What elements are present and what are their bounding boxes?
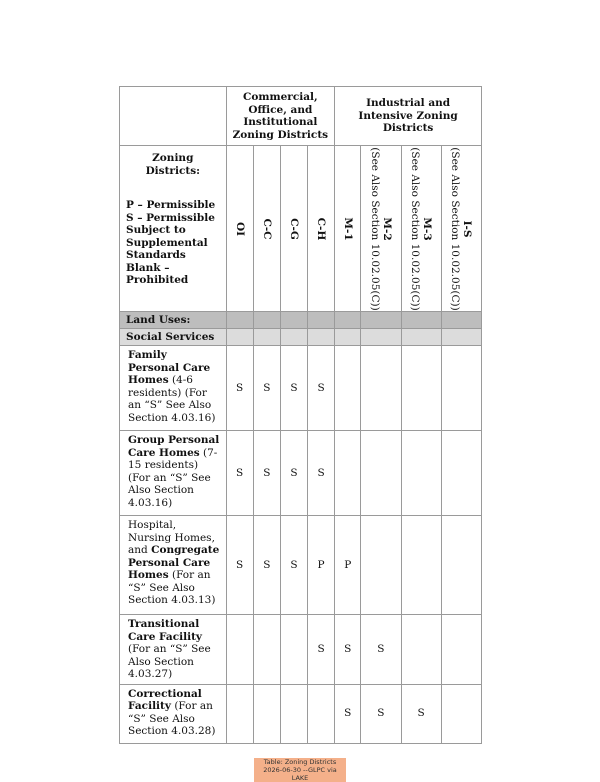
value-cell: S [335, 615, 361, 685]
legend-cell [120, 146, 227, 312]
district-code: M-2 [380, 216, 393, 241]
legend-line-blank: Blank – Prohibited [126, 261, 189, 286]
table-row [120, 516, 482, 615]
value-cell [335, 431, 361, 516]
use-label-title: Transitional Care Facility [128, 618, 203, 643]
value-cell [361, 346, 401, 431]
district-code: M-3 [421, 216, 434, 241]
district-header-row [120, 146, 482, 312]
use-label [120, 684, 227, 743]
value-cell: S [253, 346, 280, 431]
district-header-m2 [361, 146, 401, 312]
use-rows [120, 346, 482, 744]
value-cell: S [401, 684, 441, 743]
blank-header-cell [120, 87, 227, 146]
district-header-ch [308, 146, 335, 312]
use-label-title: Correctional Facility [128, 687, 202, 712]
use-label-title: Congregate Personal Care Homes [128, 544, 220, 581]
use-label-detail: (For an “S” See Also Section 4.03.27) [128, 643, 211, 680]
district-code: C-H [315, 217, 328, 240]
district-header-cg [280, 146, 307, 312]
land-uses-row [120, 312, 482, 329]
value-cell [441, 615, 481, 685]
land-uses-label: Land Uses: [120, 312, 227, 329]
district-code: I-S [461, 220, 474, 237]
value-cell: S [253, 431, 280, 516]
value-cell [401, 615, 441, 685]
footer-line-2: 2026-06-30 --GLPC via LAKE [263, 766, 337, 782]
value-cell [441, 346, 481, 431]
use-label-title: Group Personal Care Homes [128, 434, 220, 459]
district-code: M-1 [341, 216, 354, 241]
value-cell [226, 684, 253, 743]
footer-line-1: Table: Zoning Districts [263, 758, 337, 766]
table-row [120, 346, 482, 431]
value-cell [401, 431, 441, 516]
district-code: C-G [287, 217, 300, 240]
value-cell: S [361, 615, 401, 685]
industrial-group-header: Industrial and Intensive Zoning Districts [335, 87, 482, 146]
value-cell [361, 431, 401, 516]
legend-title: Zoning Districts: [145, 152, 200, 177]
value-cell: S [308, 346, 335, 431]
district-note: (See Also Section 10.02.05(C)) [449, 146, 462, 311]
district-note: (See Also Section 10.02.05(C)) [409, 146, 422, 311]
value-cell [335, 346, 361, 431]
value-cell: S [253, 516, 280, 615]
use-label-detail: (For an “S” See Also Section 4.03.28) [128, 700, 216, 737]
district-header-m3 [401, 146, 441, 312]
table-row [120, 684, 482, 743]
value-cell [308, 684, 335, 743]
footer-stamp [254, 758, 346, 782]
table-row [120, 431, 482, 516]
district-code: C-C [260, 217, 273, 240]
use-label-detail: (For an “S” See Also Section 4.03.13) [128, 569, 216, 606]
use-label [120, 615, 227, 685]
district-code: OI [233, 221, 246, 236]
value-cell [441, 431, 481, 516]
commercial-group-header: Commercial, Office, and Institutional Zoning Districts [226, 87, 335, 146]
value-cell [253, 684, 280, 743]
value-cell: S [361, 684, 401, 743]
value-cell [253, 615, 280, 685]
social-services-row [120, 329, 482, 346]
value-cell [361, 516, 401, 615]
value-cell [280, 684, 307, 743]
district-header-m1 [335, 146, 361, 312]
value-cell: S [335, 684, 361, 743]
value-cell: S [226, 346, 253, 431]
value-cell: S [226, 516, 253, 615]
table-row [120, 615, 482, 685]
value-cell: S [280, 346, 307, 431]
district-header-is [441, 146, 481, 312]
use-label [120, 431, 227, 516]
zoning-table [119, 86, 482, 744]
use-label-title: Family Personal Care Homes [128, 349, 211, 386]
value-cell [226, 615, 253, 685]
use-label [120, 346, 227, 431]
value-cell: S [280, 431, 307, 516]
value-cell: S [280, 516, 307, 615]
value-cell [441, 516, 481, 615]
value-cell: P [308, 516, 335, 615]
value-cell: S [308, 431, 335, 516]
district-header-cc [253, 146, 280, 312]
use-label-detail: (4-6 residents) (For an “S” See Also Section 4.03.16) [128, 374, 216, 424]
value-cell [401, 516, 441, 615]
group-header-row [120, 87, 482, 146]
value-cell [441, 684, 481, 743]
use-label [120, 516, 227, 615]
use-label-prefix: Hospital, Nursing Homes, and [128, 519, 215, 556]
value-cell: P [335, 516, 361, 615]
legend-line-s: S – Permissible Subject to Supplemental Standards [126, 211, 215, 261]
district-note: (See Also Section 10.02.05(C)) [368, 146, 381, 311]
value-cell: S [226, 431, 253, 516]
value-cell: S [308, 615, 335, 685]
value-cell [280, 615, 307, 685]
value-cell [401, 346, 441, 431]
district-header-oi [226, 146, 253, 312]
legend-line-p: P – Permissible [126, 199, 216, 211]
use-label-detail: (7-15 residents) (For an “S” See Also Section 4.03.16) [128, 446, 218, 509]
social-services-label: Social Services [120, 329, 227, 346]
